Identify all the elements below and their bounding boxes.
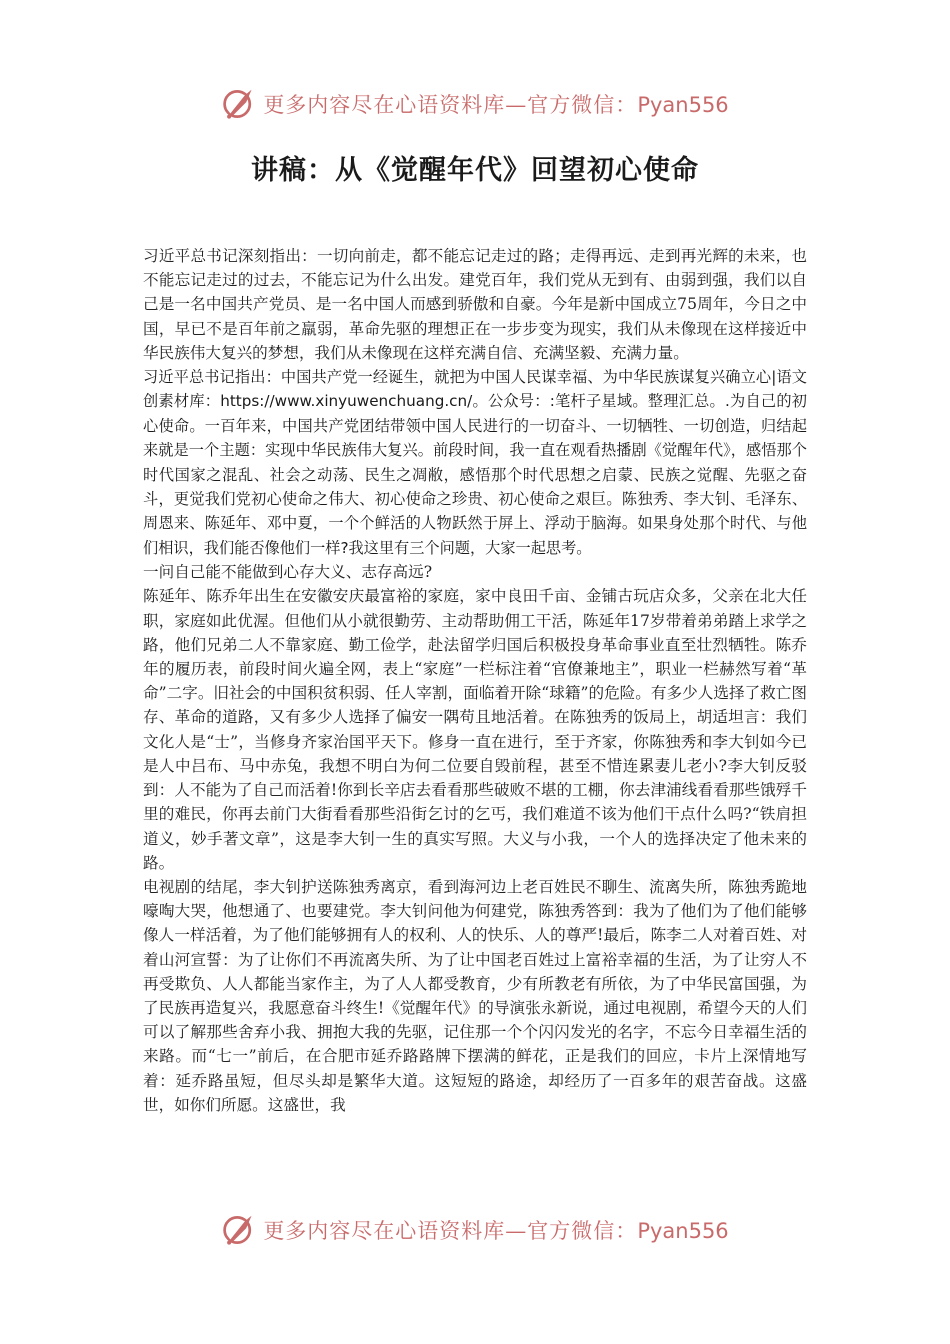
paragraph-question-heading: 一问自己能不能做到心存大义、志存高远? — [143, 563, 433, 582]
footer-watermark-banner — [0, 1206, 950, 1254]
header-watermark-brand: Pyan556 — [637, 93, 729, 117]
quill-logo-icon — [221, 86, 257, 122]
quill-logo-icon — [221, 1212, 257, 1248]
document-title: 讲稿：从《觉醒年代》回望初心使命 — [251, 155, 699, 186]
document-body — [143, 244, 807, 1117]
header-watermark-text: 更多内容尽在心语资料库—官方微信：Pyan556 — [263, 93, 729, 117]
paragraph-intro: 习近平总书记深刻指出：一切向前走，都不能忘记走过的路；走得再远、走到再光辉的未来，也不能忘记走过的过去，不能忘记为什么出发。建党百年，我们党从无到有、由弱到强，我们以自己是一名中国共产党员、是一名中国人而感到骄傲和自豪。今年是新中国成立75周年，今日之中国，早已不是百年前之羸弱，革命先驱的理想正在一步步变为现实，我们从未像现在这样接近中华民族伟大复兴的梦想，我们从未像现在这样充满自信、充满坚毅、充满力量。 — [143, 247, 807, 362]
paragraph-tv-ending: 电视剧的结尾，李大钊护送陈独秀离京，看到海河边上老百姓民不聊生、流离失所，陈独秀跪地嚎啕大哭，他想通了、也要建党。李大钊问他为何建党，陈独秀答到：我为了他们为了他们能够像人一样活着，为了他们能够拥有人的权利、人的快乐、人的尊严!最后，陈李二人对着百姓、对着山河宣誓：为了让你们不再流离失所、为了让中国老百姓过上富裕幸福的生活，为了让穷人不再受欺负、人人都能当家作主，为了人人都受教育，少有所教老有所依，为了中华民富国强，为了民族再造复兴，我愿意奋斗终生!《觉醒年代》的导演张永新说，通过电视剧，希望今天的人们可以了解那些舍弃小我、拥抱大我的先驱，记住那一个个闪闪发光的名字，不忘今日幸福生活的来路。而“七一”前后，在合肥市延乔路路牌下摆满的鲜花，正是我们的回应，卡片上深情地写着：延乔路虽短，但尽头却是繁华大道。这短短的路途，却经历了一百多年的艰苦奋战。这盛世，如你们所愿。这盛世，我 — [143, 877, 807, 1114]
paragraph-chen-brothers: 陈延年、陈乔年出生在安徽安庆最富裕的家庭，家中良田千亩、金铺古玩店众多，父亲在北大任职，家庭如此优渥。但他们从小就很勤劳、主动帮助佣工干活，陈延年17岁带着弟弟踏上求学之路，他们兄弟二人不靠家庭、勤工俭学，赴法留学归国后积极投身革命事业直至壮烈牺牲。陈乔年的履历表，前段时间火遍全网，表上“家庭”一栏标注着“官僚兼地主”，职业一栏赫然写着“革命”二字。旧社会的中国积贫积弱、任人宰割，面临着开除“球籍”的危险。有多少人选择了救亡图存、革命的道路，又有多少人选择了偏安一隅苟且地活着。在陈独秀的饭局上，胡适坦言：我们文化人是“士”，当修身齐家治国平天下。修身一直在进行，至于齐家，你陈独秀和李大钊如今已是人中吕布、马中赤兔，我想不明白为何二位要自毁前程，甚至不惜连累妻儿老小?李大钊反驳到：人不能为了自己而活着!你到长辛店去看看那些破败不堪的工棚，你去津浦线看看那些饿殍千里的难民，你再去前门大街看看那些沿街乞讨的乞丐，我们难道不该为他们干点什么吗?“铁肩担道义，妙手著文章”，这是李大钊一生的真实写照。大义与小我，一个人的选择决定了他未来的路。 — [143, 587, 807, 872]
paragraph-mission: 习近平总书记指出：中国共产党一经诞生，就把为中国人民谋幸福、为中华民族谋复兴确立心|语文创素材库：https://www.xinyuwenchuang.cn/。公众号：:笔杆子星域。整理汇总。.为自己的初心使命。一百年来，中国共产党团结带领中国人民进行的一切奋斗、一切牺牲、一切创造，归结起来就是一个主题：实现中华民族伟大复兴。前段时间，我一直在观看热播剧《觉醒年代》，感悟那个时代国家之混乱、社会之动荡、民生之凋敝，感悟那个时代思想之启蒙、民族之觉醒、先驱之奋斗，更觉我们党初心使命之伟大、初心使命之珍贵、初心使命之艰巨。陈独秀、李大钊、毛泽东、周恩来、陈延年、邓中夏，一个个鲜活的人物跃然于屏上、浮动于脑海。如果身处那个时代、与他们相识，我们能否像他们一样?我这里有三个问题，大家一起思考。 — [143, 368, 807, 557]
header-watermark-banner — [0, 80, 950, 128]
footer-watermark-brand: Pyan556 — [637, 1219, 729, 1243]
footer-watermark-text: 更多内容尽在心语资料库—官方微信：Pyan556 — [263, 1219, 729, 1243]
